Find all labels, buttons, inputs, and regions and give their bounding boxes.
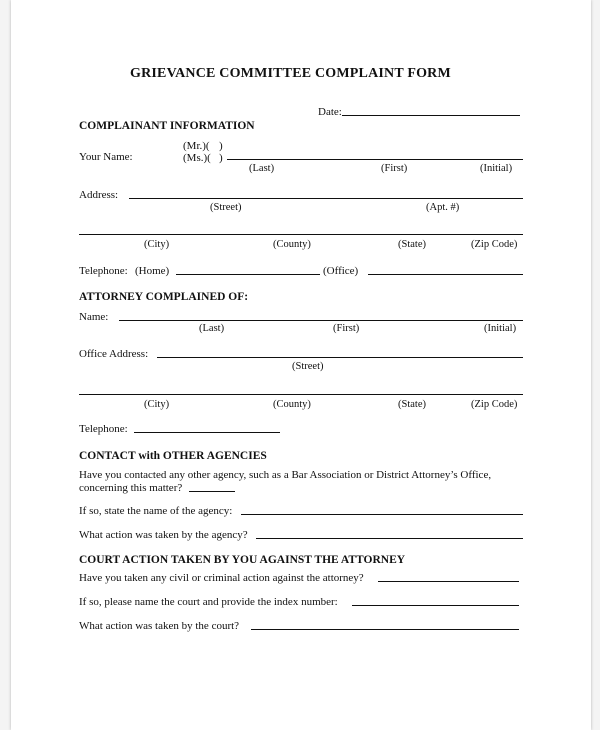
court-heading: COURT ACTION TAKEN BY YOU AGAINST THE ATTORNEY	[79, 554, 406, 566]
address-city-field[interactable]	[79, 234, 523, 235]
office-caption: (Office)	[323, 265, 359, 277]
telephone-label: Telephone:	[79, 265, 128, 277]
attorney-name-field[interactable]	[119, 320, 523, 321]
county-caption: (County)	[273, 239, 311, 250]
agency-name-field[interactable]	[241, 514, 523, 515]
attorney-street-caption: (Street)	[292, 361, 324, 372]
complainant-heading: COMPLAINANT INFORMATION	[79, 120, 255, 132]
agency-action-label: What action was taken by the agency?	[79, 529, 248, 541]
initial-caption: (Initial)	[480, 163, 513, 174]
ms-option[interactable]: (Ms.)(	[183, 152, 211, 164]
agency-contacted-field[interactable]	[189, 491, 235, 492]
attorney-initial-caption: (Initial)	[484, 323, 517, 334]
attorney-last-caption: (Last)	[199, 323, 225, 334]
your-name-label: Your Name:	[79, 151, 133, 163]
apt-caption: (Apt. #)	[426, 202, 460, 213]
your-name-field[interactable]	[227, 159, 523, 160]
agencies-heading: CONTACT with OTHER AGENCIES	[79, 450, 267, 462]
mr-close: )	[219, 140, 223, 152]
office-address-street-field[interactable]	[157, 357, 523, 358]
agency-action-field[interactable]	[256, 538, 523, 539]
court-result-label: What action was taken by the court?	[79, 620, 240, 632]
office-address-label: Office Address:	[79, 348, 149, 360]
ms-close: )	[219, 152, 223, 164]
attorney-telephone-label: Telephone:	[79, 423, 128, 435]
attorney-zip-caption: (Zip Code)	[471, 399, 518, 410]
date-label: Date:	[318, 106, 342, 118]
date-field[interactable]	[342, 115, 520, 116]
address-label: Address:	[79, 189, 119, 201]
form-title: GRIEVANCE COMMITTEE COMPLAINT FORM	[130, 66, 451, 81]
attorney-heading: ATTORNEY COMPLAINED OF:	[79, 291, 249, 303]
attorney-county-caption: (County)	[273, 399, 311, 410]
address-street-field[interactable]	[129, 198, 523, 199]
mr-option[interactable]: (Mr.)(	[183, 140, 210, 152]
court-action-field[interactable]	[378, 581, 519, 582]
home-caption: (Home)	[135, 265, 170, 277]
home-phone-field[interactable]	[176, 274, 320, 275]
agency-name-label: If so, state the name of the agency:	[79, 505, 233, 517]
attorney-first-caption: (First)	[333, 323, 360, 334]
state-caption: (State)	[398, 239, 426, 250]
court-name-label: If so, please name the court and provide the index number:	[79, 596, 338, 608]
first-caption: (First)	[381, 163, 408, 174]
form-page	[11, 0, 591, 730]
last-caption: (Last)	[249, 163, 275, 174]
street-caption: (Street)	[210, 202, 242, 213]
attorney-city-caption: (City)	[144, 399, 170, 410]
attorney-name-label: Name:	[79, 311, 109, 323]
attorney-state-caption: (State)	[398, 399, 426, 410]
attorney-telephone-field[interactable]	[134, 432, 280, 433]
court-result-field[interactable]	[251, 629, 519, 630]
office-phone-field[interactable]	[368, 274, 523, 275]
zip-caption: (Zip Code)	[471, 239, 518, 250]
city-caption: (City)	[144, 239, 170, 250]
court-action-question: Have you taken any civil or criminal action against the attorney?	[79, 572, 364, 584]
agency-question-line2: concerning this matter?	[79, 482, 183, 494]
agency-question-line1: Have you contacted any other agency, such as a Bar Association or District Attorney’s Office,	[79, 469, 492, 481]
court-name-field[interactable]	[352, 605, 519, 606]
office-address-city-field[interactable]	[79, 394, 523, 395]
